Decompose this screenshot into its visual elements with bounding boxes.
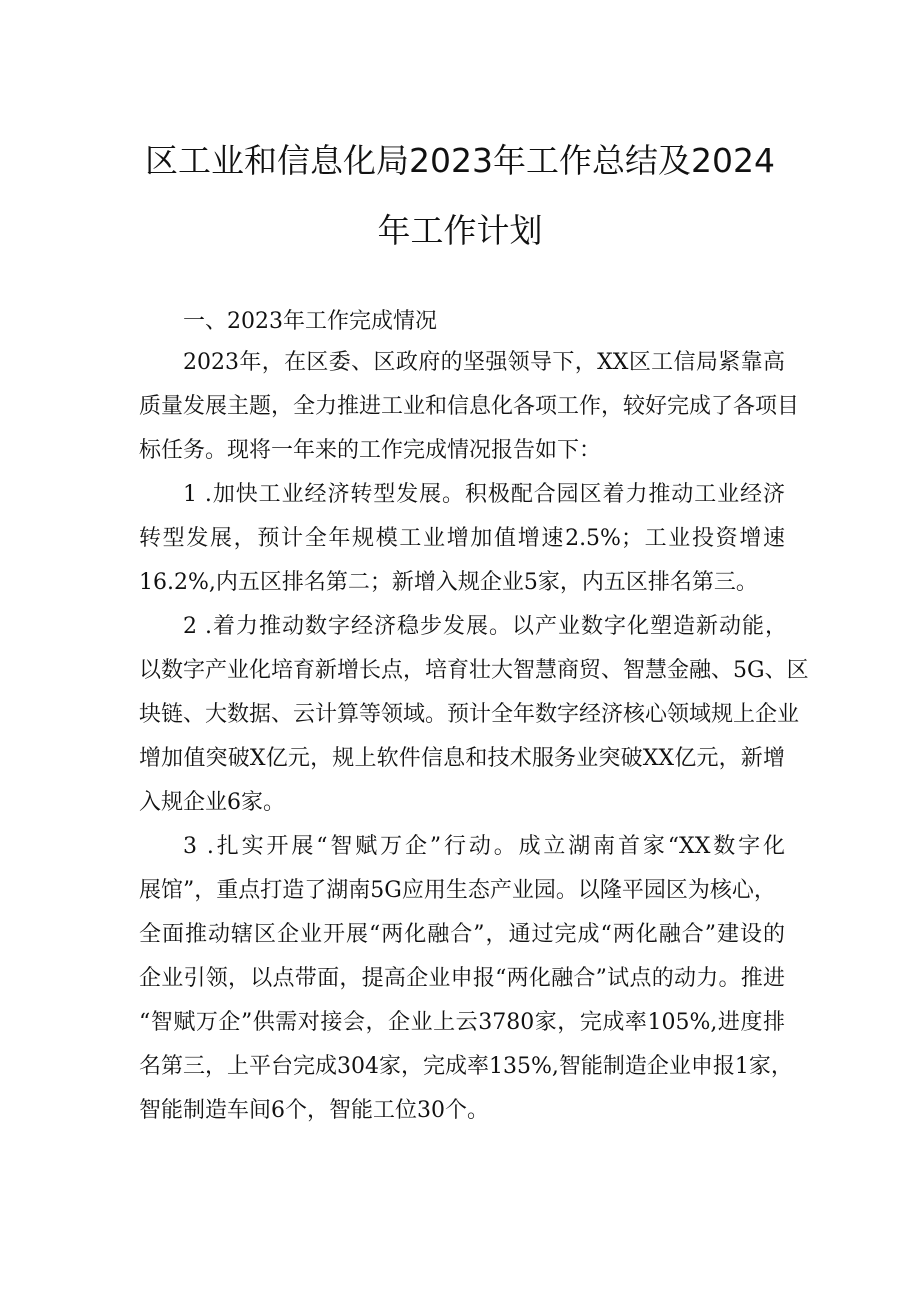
paragraph-line: 块链、大数据、云计算等领域。预计全年数字经济核心领域规上企业	[139, 702, 800, 727]
paragraph-line: 2023年，在区委、区政府的坚强领导下，XX区工信局紧靠高	[183, 350, 785, 375]
paragraph-line: 企业引领，以点带面，提高企业申报“两化融合”试点的动力。推进	[139, 966, 785, 991]
paragraph-line: 标任务。现将一年来的工作完成情况报告如下：	[139, 438, 602, 463]
paragraph-line: 全面推动辖区企业开展“两化融合”，通过完成“两化融合”建设的	[139, 922, 785, 947]
paragraph-line: 2 .着力推动数字经济稳步发展。以产业数字化塑造新动能，	[183, 614, 787, 639]
paragraph-line: “智赋万企”供需对接会，企业上云3780家，完成率105%,进度排	[139, 1010, 785, 1035]
paragraph-line: 质量发展主题，全力推进工业和信息化各项工作，较好完成了各项目	[139, 394, 800, 419]
paragraph-line: 名第三，上平台完成304家，完成率135%,智能制造企业申报1家，	[139, 1054, 793, 1079]
paragraph-line: 16.2%,内五区排名第二；新增入规企业5家，内五区排名第三。	[139, 570, 758, 595]
document-title-line-1: 区工业和信息化局2023年工作总结及2024	[145, 141, 775, 180]
document-title-line-2: 年工作计划	[377, 211, 543, 250]
paragraph-line: 转型发展，预计全年规模工业增加值增速2.5%；工业投资增速	[139, 526, 785, 551]
paragraph-line: 1 .加快工业经济转型发展。积极配合园区着力推动工业经济	[183, 482, 785, 507]
paragraph-line: 展馆”，重点打造了湖南5G应用生态产业园。以隆平园区为核心，	[139, 878, 776, 903]
section-heading: 一、2023年工作完成情况	[183, 309, 437, 334]
paragraph-line: 入规企业6家。	[139, 790, 285, 815]
paragraph-line: 智能制造车间6个，智能工位30个。	[139, 1098, 489, 1123]
paragraph-line: 3 .扎实开展“智赋万企”行动。成立湖南首家“XX数字化	[183, 834, 785, 859]
paragraph-line: 以数字产业化培育新增长点，培育壮大智慧商贸、智慧金融、5G、区	[139, 658, 809, 683]
paragraph-line: 增加值突破X亿元，规上软件信息和技术服务业突破XX亿元，新增	[139, 746, 785, 771]
